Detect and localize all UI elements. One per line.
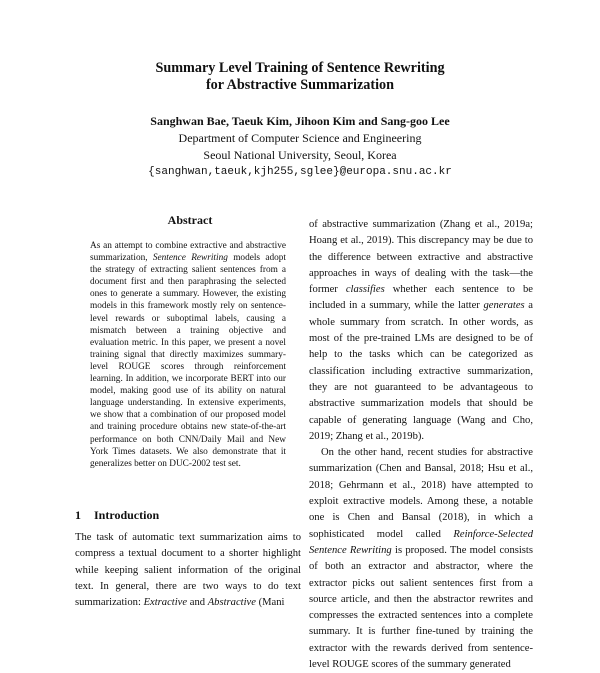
author-names: Sanghwan Bae, Taeuk Kim, Jihoon Kim and Sang-goo Lee <box>150 114 450 128</box>
p1-text-3: a whole summary from scratch. In other words, as most of the pre-trained LMs are designed to be of help to the tasks which can be categorized as classification including extractive summarization, they are not guaranteed to be advantageous to abstractive summarization models that should be capable of generating language (Wang and Cho, 2019; Zhang et al., 2019b). <box>309 300 533 442</box>
section-title: Introduction <box>94 508 160 522</box>
abstract-text-1: As an attempt to combine extractive and abstractive summarization, <box>90 241 286 264</box>
p1-text-2: whether each sentence to be included in a summary, while the latter <box>309 284 533 312</box>
abstract-text-2: models adopt the strategy of extracting salient sentences from a document first and then paraphrasing the selected ones to generate a summary. However, the existing models in this framework mostly rely on sentence-level rewards or suboptimal labels, causing a mismatch between a training objective and evaluation metric. In this paper, we present a novel training signal that directly maximizes summary-level ROUGE scores through reinforcement learning. In addition, we incorporate BERT into our model, making good use of its ability on natural language understanding. In extensive experiments, we show that a combination of our proposed model and training procedure obtains new state-of-the-art performance on both CNN/Daily Mail and New York Times datasets. We also demonstrate that it generalizes better on DUC-2002 test set. <box>90 253 286 469</box>
intro-emphasis-1: Extractive <box>143 597 188 609</box>
p2-emphasis-1: Reinforce-Selected Sentence Rewriting <box>309 528 533 556</box>
abstract-heading: Abstract <box>167 213 213 227</box>
introduction-body <box>75 530 301 611</box>
author-emails: {sanghwan,taeuk,kjh255,sglee}@europa.snu.ac.kr <box>148 166 452 178</box>
p1-emphasis-1: classifies <box>345 284 385 296</box>
paper-title <box>0 60 600 94</box>
author-block <box>0 113 600 181</box>
intro-text-1: The task of automatic text summarization aims to compress a textual document to a shorter highlight while keeping salient information of the original text. In general, there are two ways to do text summarization: <box>75 532 301 609</box>
title-line-2: for Abstractive Summarization <box>205 77 395 93</box>
university: Seoul National University, Seoul, Korea <box>203 148 397 162</box>
paragraph-1 <box>309 217 533 445</box>
intro-text-3: (Mani <box>255 597 285 609</box>
title-line-1: Summary Level Training of Sentence Rewriting <box>155 60 445 76</box>
paragraph-2 <box>309 445 533 673</box>
p1-text-1: of abstractive summarization (Zhang et al., 2019a; Hoang et al., 2019). This discrepancy may be due to the difference between extractive and abstractive approaches in ways of dealing with the task—the former <box>309 219 533 296</box>
p1-emphasis-2: generates <box>483 300 525 312</box>
p2-text-1: On the other hand, recent studies for abstractive summarization (Chen and Bansal, 2018; Hsu et al., 2018; Gehrmann et al., 2018) have attempted to exploit extractive models. Among these, a notable one is Chen and Bansal (2018), in which a sophisticated model called <box>309 447 533 540</box>
section-heading-introduction <box>75 508 305 523</box>
abstract-body <box>90 240 286 470</box>
department: Department of Computer Science and Engineering <box>178 131 422 145</box>
intro-emphasis-2: Abstractive <box>207 597 256 609</box>
abstract-emphasis-1: Sentence Rewriting <box>152 253 228 264</box>
section-number: 1 <box>75 508 81 522</box>
p2-text-2: is proposed. The model consists of both an extractor and abstractor, where the extractor picks out salient sentences first from a source article, and then the abstractor rewrites and compresses the extracted sentences into a complete summary. It is further fine-tuned by training the extractor with the rewards derived from sentence-level ROUGE scores of the summary generated <box>309 544 533 671</box>
right-column-body <box>309 217 533 673</box>
intro-text-2: and <box>187 597 208 609</box>
